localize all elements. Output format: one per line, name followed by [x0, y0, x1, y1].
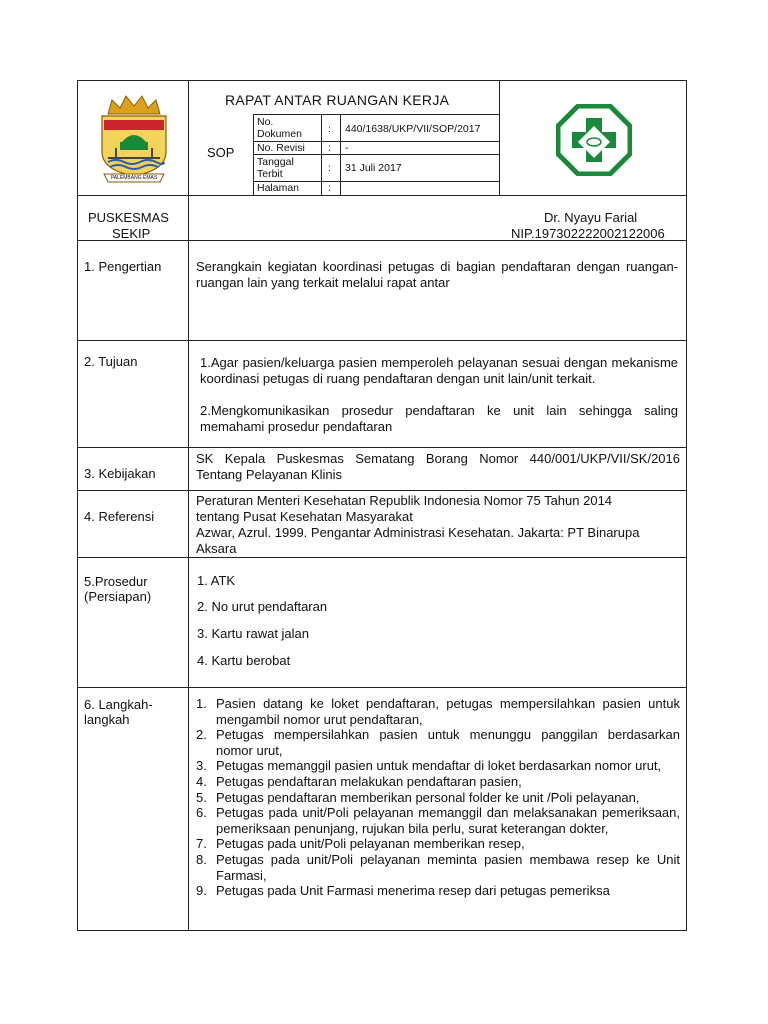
prosedur-label-line1: 5.Prosedur [84, 574, 148, 589]
langkah-label-line1: 6. Langkah- [84, 697, 153, 712]
palembang-emblem [94, 92, 174, 186]
meta-colon: : [328, 162, 331, 174]
signer-nip: NIP.197302222002122006 [511, 226, 665, 241]
header-title-bottom [253, 114, 500, 115]
meta-value-no-revisi: - [345, 142, 349, 154]
meta-colon: : [328, 182, 331, 194]
referensi-label: 4. Referensi [84, 509, 155, 524]
header-bottom [77, 195, 687, 196]
meta-value-tanggal-terbit: 31 Juli 2017 [345, 162, 402, 174]
prosedur-item: 1. ATK [197, 573, 236, 588]
langkah-label-line2: langkah [84, 712, 130, 727]
langkah-list [196, 696, 680, 930]
header-row-line-2 [253, 154, 500, 155]
prosedur-label-line2: (Persiapan) [84, 589, 152, 604]
header-divider-2 [499, 80, 500, 195]
puskesmas-cross-logo [556, 104, 632, 176]
list-item: 5. Petugas pendaftaran memberikan personal folder ke unit /Poli pelayanan, [196, 789, 640, 805]
meta-label-no-dokumen: No. Dokumen [257, 116, 302, 140]
meta-value-no-dokumen: 440/1638/UKP/VII/SOP/2017 [345, 123, 481, 135]
label-column-divider [188, 240, 189, 931]
prosedur-item: 4. Kartu berobat [197, 653, 291, 668]
row-line-1 [77, 340, 687, 341]
kebijakan-text: SK Kepala Puskesmas Sematang Borang Nomor 440/001/UKP/VII/SK/2016 Tentang Pelayanan Klinis [196, 451, 680, 482]
frame-bottom [77, 930, 687, 931]
list-item: 9. Petugas pada Unit Farmasi menerima resep dari petugas pemeriksa [196, 883, 610, 899]
row-line-2 [77, 447, 687, 448]
frame-right [686, 80, 687, 931]
meta-colon: : [328, 123, 331, 135]
row-line-5 [77, 687, 687, 688]
frame-left [77, 80, 78, 931]
org-name-line1: PUSKESMAS [88, 210, 169, 225]
referensi-line-2: Azwar, Azrul. 1999. Pengantar Administrasi Kesehatan. Jakarta: PT Binarupa Aksara [196, 525, 640, 556]
prosedur-item: 2. No urut pendaftaran [197, 599, 328, 614]
meta-label-no-revisi: No. Revisi [257, 142, 305, 154]
prosedur-item: 3. Kartu rawat jalan [197, 626, 310, 641]
kebijakan-label: 3. Kebijakan [84, 466, 156, 481]
signer-name: Dr. Nyayu Farial [544, 210, 638, 225]
list-item: 4. Petugas pendaftaran melakukan pendaftaran pasien, [196, 773, 522, 789]
row-line-4 [77, 557, 687, 558]
list-item: 7. Petugas pada unit/Poli pelayanan memberikan resep, [196, 836, 525, 852]
meta-label-tanggal-terbit: Tanggal Terbit [257, 156, 294, 180]
meta-colon: : [328, 142, 331, 154]
referensi-line-1: Peraturan Menteri Kesehatan Republik Indonesia Nomor 75 Tahun 2014 tentang Pusat Kesehatan Masyarakat [196, 493, 613, 524]
document-title: RAPAT ANTAR RUANGAN KERJA [225, 92, 450, 108]
tujuan-label: 2. Tujuan [84, 354, 138, 369]
row-line-3 [77, 490, 687, 491]
list-item: 1. Pasien datang ke loket pendaftaran, petugas mempersilahkan pasien untuk mengambil nomor urut pendaftaran, [196, 696, 680, 727]
sop-label: SOP [207, 145, 235, 160]
header-divider-1 [188, 80, 189, 240]
list-item: 2. Petugas mempersilahkan pasien untuk menunggu panggilan berdasarkan nomor urut, [196, 727, 680, 758]
org-name-line2: SEKIP [112, 226, 151, 241]
tujuan-item-1: 1.Agar pasien/keluarga pasien memperoleh pelayanan sesuai dengan mekanisme koordinasi petugas di ruang pendaftaran dengan unit lain/unit terkait. [200, 355, 678, 386]
tujuan-item-2: 2.Mengkomunikasikan prosedur pendaftaran ke unit lain sehingga saling memahami prosedur pendaftaran [200, 403, 678, 434]
pengertian-label: 1. Pengertian [84, 259, 162, 274]
list-item: 3. Petugas memanggil pasien untuk mendaftar di loket berdasarkan nomor urut, [196, 758, 662, 774]
pengertian-text: Serangkain kegiatan koordinasi petugas di bagian pendaftaran dengan ruangan-ruangan lain yang terkait melalui rapat antar [196, 259, 678, 290]
frame-top [77, 80, 687, 81]
meta-label-halaman: Halaman [257, 182, 300, 194]
list-item: 8. Petugas pada unit/Poli pelayanan meminta pasien membawa resep ke Unit Farmasi, [196, 851, 680, 883]
list-item: 6. Petugas pada unit/Poli pelayanan memanggil dan melaksanakan pemeriksaan, pemeriksaan penunjang, rujukan bila perlu, surat keterangan dokter, [196, 805, 680, 836]
emblem-caption: PALEMBANG EMAS [110, 175, 158, 181]
